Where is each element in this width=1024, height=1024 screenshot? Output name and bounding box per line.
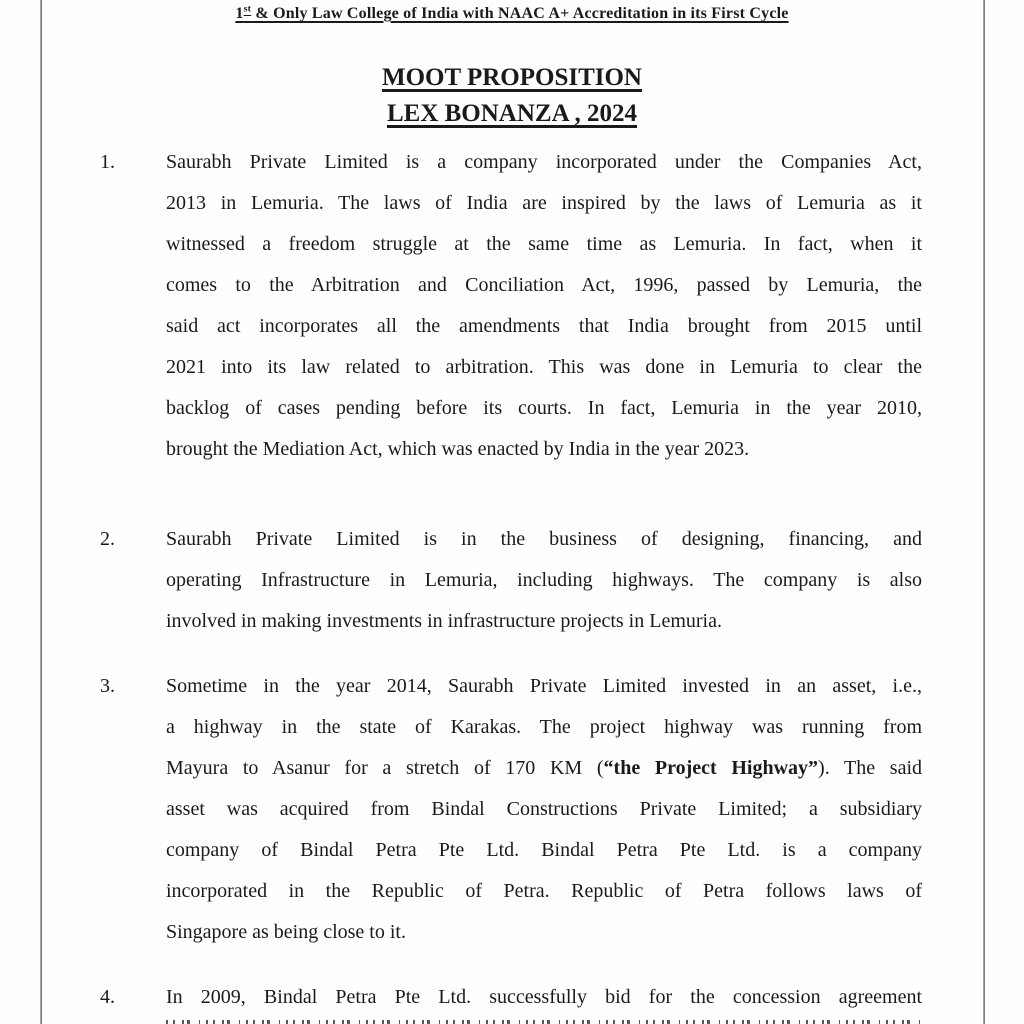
cutoff-text-sliver bbox=[166, 1020, 922, 1024]
text-line: comes to the Arbitration and Conciliation Act, 1996, passed by Lemuria, the bbox=[166, 274, 922, 296]
title-line-text: MOOT PROPOSITION bbox=[382, 64, 642, 91]
text-line: asset was acquired from Bindal Constructions Private Limited; a subsidiary bbox=[166, 798, 922, 820]
title-line bbox=[0, 96, 1024, 132]
tagline-ordinal-superscript: st bbox=[243, 3, 252, 15]
text-line: involved in making investments in infrastructure projects in Lemuria. bbox=[166, 610, 722, 632]
text-line: Singapore as being close to it. bbox=[166, 921, 406, 943]
page-border-left bbox=[40, 0, 42, 1024]
document-body bbox=[0, 142, 1024, 1018]
college-tagline bbox=[0, 0, 1024, 23]
numbered-paragraph bbox=[100, 142, 922, 470]
numbered-paragraph bbox=[100, 519, 922, 642]
text-line: Saurabh Private Limited is a company incorporated under the Companies Act, bbox=[166, 151, 922, 173]
title-line-text: LEX BONANZA , 2024 bbox=[386, 100, 638, 127]
text-line: incorporated in the Republic of Petra. Republic of Petra follows laws of bbox=[166, 880, 922, 902]
text-line: witnessed a freedom struggle at the same time as Lemuria. In fact, when it bbox=[166, 233, 922, 255]
paragraph-number: 2. bbox=[100, 528, 115, 550]
text-line: Sometime in the year 2014, Saurabh Private Limited invested in an asset, i.e., bbox=[166, 675, 922, 697]
text-line: company of Bindal Petra Pte Ltd. Bindal Petra Pte Ltd. is a company bbox=[166, 839, 922, 861]
text-line: brought the Mediation Act, which was enacted by India in the year 2023. bbox=[166, 438, 750, 460]
college-tagline-text bbox=[235, 5, 788, 22]
text-line: Saurabh Private Limited is in the business of designing, financing, and bbox=[166, 528, 922, 550]
paragraph-number: 3. bbox=[100, 675, 115, 697]
text-line: said act incorporates all the amendments that India brought from 2015 until bbox=[166, 315, 922, 337]
text-line: operating Infrastructure in Lemuria, including highways. The company is also bbox=[166, 569, 922, 591]
text-line: 2013 in Lemuria. The laws of India are inspired by the laws of Lemuria as it bbox=[166, 192, 922, 214]
text-line: backlog of cases pending before its courts. In fact, Lemuria in the year 2010, bbox=[166, 397, 922, 419]
document-title-block bbox=[0, 60, 1024, 132]
paragraph-number: 1. bbox=[100, 151, 115, 173]
paragraph-number: 4. bbox=[100, 986, 115, 1008]
numbered-paragraph bbox=[100, 977, 922, 1018]
bold-defined-term: “the Project Highway” bbox=[603, 757, 819, 779]
text-line: 2021 into its law related to arbitration. This was done in Lemuria to clear the bbox=[166, 356, 922, 378]
numbered-paragraph bbox=[100, 666, 923, 953]
title-line bbox=[0, 60, 1024, 96]
page-border-right bbox=[983, 0, 985, 1024]
text-line: a highway in the state of Karakas. The project highway was running from bbox=[166, 716, 922, 738]
tagline-prefix: 1 bbox=[235, 5, 244, 22]
tagline-rest: & Only Law College of India with NAAC A+ Accreditation in its First Cycle bbox=[251, 5, 789, 22]
text-line: In 2009, Bindal Petra Pte Ltd. successfully bid for the concession agreement bbox=[166, 986, 922, 1008]
text-line: Mayura to Asanur for a stretch of 170 KM (“the Project Highway”). The said bbox=[166, 757, 923, 779]
